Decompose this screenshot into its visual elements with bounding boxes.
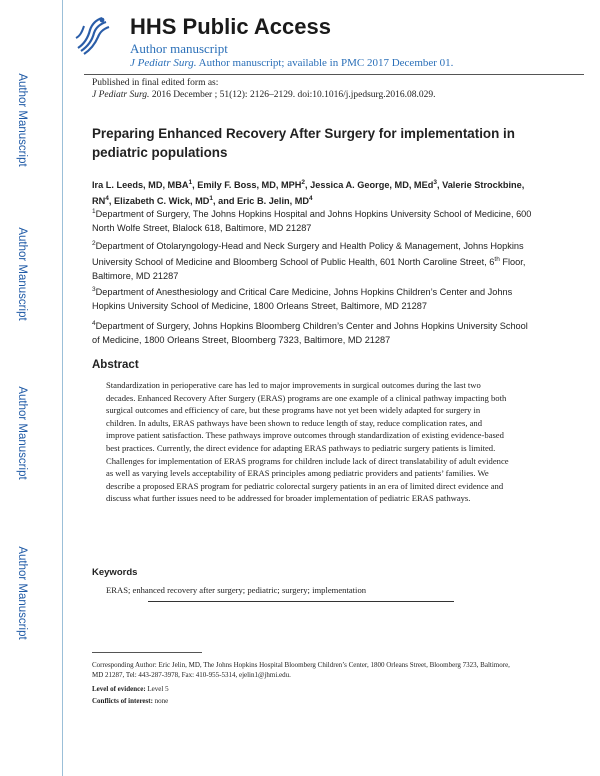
conflicts-of-interest: Conflicts of interest: none xyxy=(92,697,169,705)
affiliation-4: $^4$Department of Surgery, Johns Hopkins Bloomberg Children’s Center and Johns Hopkins University School of Medicine, 1800 Orleans Street, Bloomberg 7323, Baltimore, MD 21287 xyxy=(92,320,528,346)
abstract-text: Standardization in perioperative care has led to major improvements in surgical outcomes during the last two decades. Enhanced Recovery After Surgery (ERAS) programs are one example of a clinical pathway impacting both surgical outcomes and efficiency of care, but these programs have not yet been widely adapted for surgery in children. In adults, ERAS pathways have been shown to reduce length of stay, reduce complication rates, and improve patient satisfaction. These pathways improve outcomes through standardization of existing evidence-based best practices. Currently, the direct evidence for adapting ERAS pathways to pediatric surgery patients is limited. Challenges for implementation of ERAS programs for children include lack of direct translatability of adult evidence as well as varying levels acceptability of ERAS principles among pediatric providers and patients’ families. We describe a proposed ERAS program for pediatric colorectal surgery patients in an era of limited direct evidence and discuss what further issues need to be addressed for broader implementation of pediatric ERAS pathways. xyxy=(106,380,509,504)
footnote-divider xyxy=(92,652,202,653)
keywords-divider xyxy=(148,601,454,602)
side-label-2: Author Manuscript xyxy=(16,227,28,321)
author-manuscript-label: Author manuscript xyxy=(130,41,228,56)
affiliation-3: $^3$Department of Anesthesiology and Critical Care Medicine, Johns Hopkins Children’s Center and Johns Hopkins University School of Medicine, 1800 Orleans Street, Baltimore, MD 21287 xyxy=(92,286,513,312)
publication-note: Published in final edited form as: xyxy=(92,78,219,88)
author-list: Ira L. Leeds, MD, MBA$^1$, Emily F. Boss, MD, MPH$^2$, Jessica A. George, MD, MEd$^3$, Valerie Strockbine, $RN^4$, Elizabeth C. Wick, $MD^1$, and Eric B. Jelin, $MD^4$ xyxy=(92,179,525,207)
keywords-heading: Keywords xyxy=(92,567,138,578)
side-label-3: Author Manuscript xyxy=(16,386,28,480)
citation: J Pediatr Surg. 2016 December ; 51(12): 2126–2129. doi:10.1016/j.jpedsurg.2016.08.029. xyxy=(92,90,436,100)
abstract-heading: Abstract xyxy=(92,359,139,371)
level-of-evidence: Level of evidence: Level 5 xyxy=(92,685,169,693)
journal-availability: J Pediatr Surg. Author manuscript; available in PMC 2017 December 01. xyxy=(130,57,454,69)
article-title: Preparing Enhanced Recovery After Surgery for implementation in pediatric populations xyxy=(92,126,515,160)
hhs-title: HHS Public Access xyxy=(130,14,331,39)
side-label-1: Author Manuscript xyxy=(16,73,28,167)
corresponding-author: Corresponding Author: Eric Jelin, MD, The Johns Hopkins Hospital Bloomberg Children’s Center, 1800 Orleans Street, Bloomberg 7323, Baltimore, MD 21287, Tel: 443-287-3978, Fax: 410-955-5314, ejelin1@jhmi.edu. xyxy=(92,661,510,679)
hhs-eagle-logo-icon xyxy=(72,14,112,60)
affiliation-2: $^2$Department of Otolaryngology-Head and Neck Surgery and Health Policy & Management, Johns Hopkins University School of Medicine and Bloomberg School of Public Health, 601 North Caroline Street, 6th Floor, Baltimore, MD 21287 xyxy=(92,240,526,282)
side-label-4: Author Manuscript xyxy=(16,546,28,640)
affiliation-1: $^1$Department of Surgery, The Johns Hopkins Hospital and Johns Hopkins University School of Medicine, 600 North Wolfe Street, Blalock 618, Baltimore, MD 21287 xyxy=(92,208,532,234)
header-divider xyxy=(84,74,584,75)
margin-rule xyxy=(62,0,63,776)
keywords-text: ERAS; enhanced recovery after surgery; pediatric; surgery; implementation xyxy=(106,585,367,595)
